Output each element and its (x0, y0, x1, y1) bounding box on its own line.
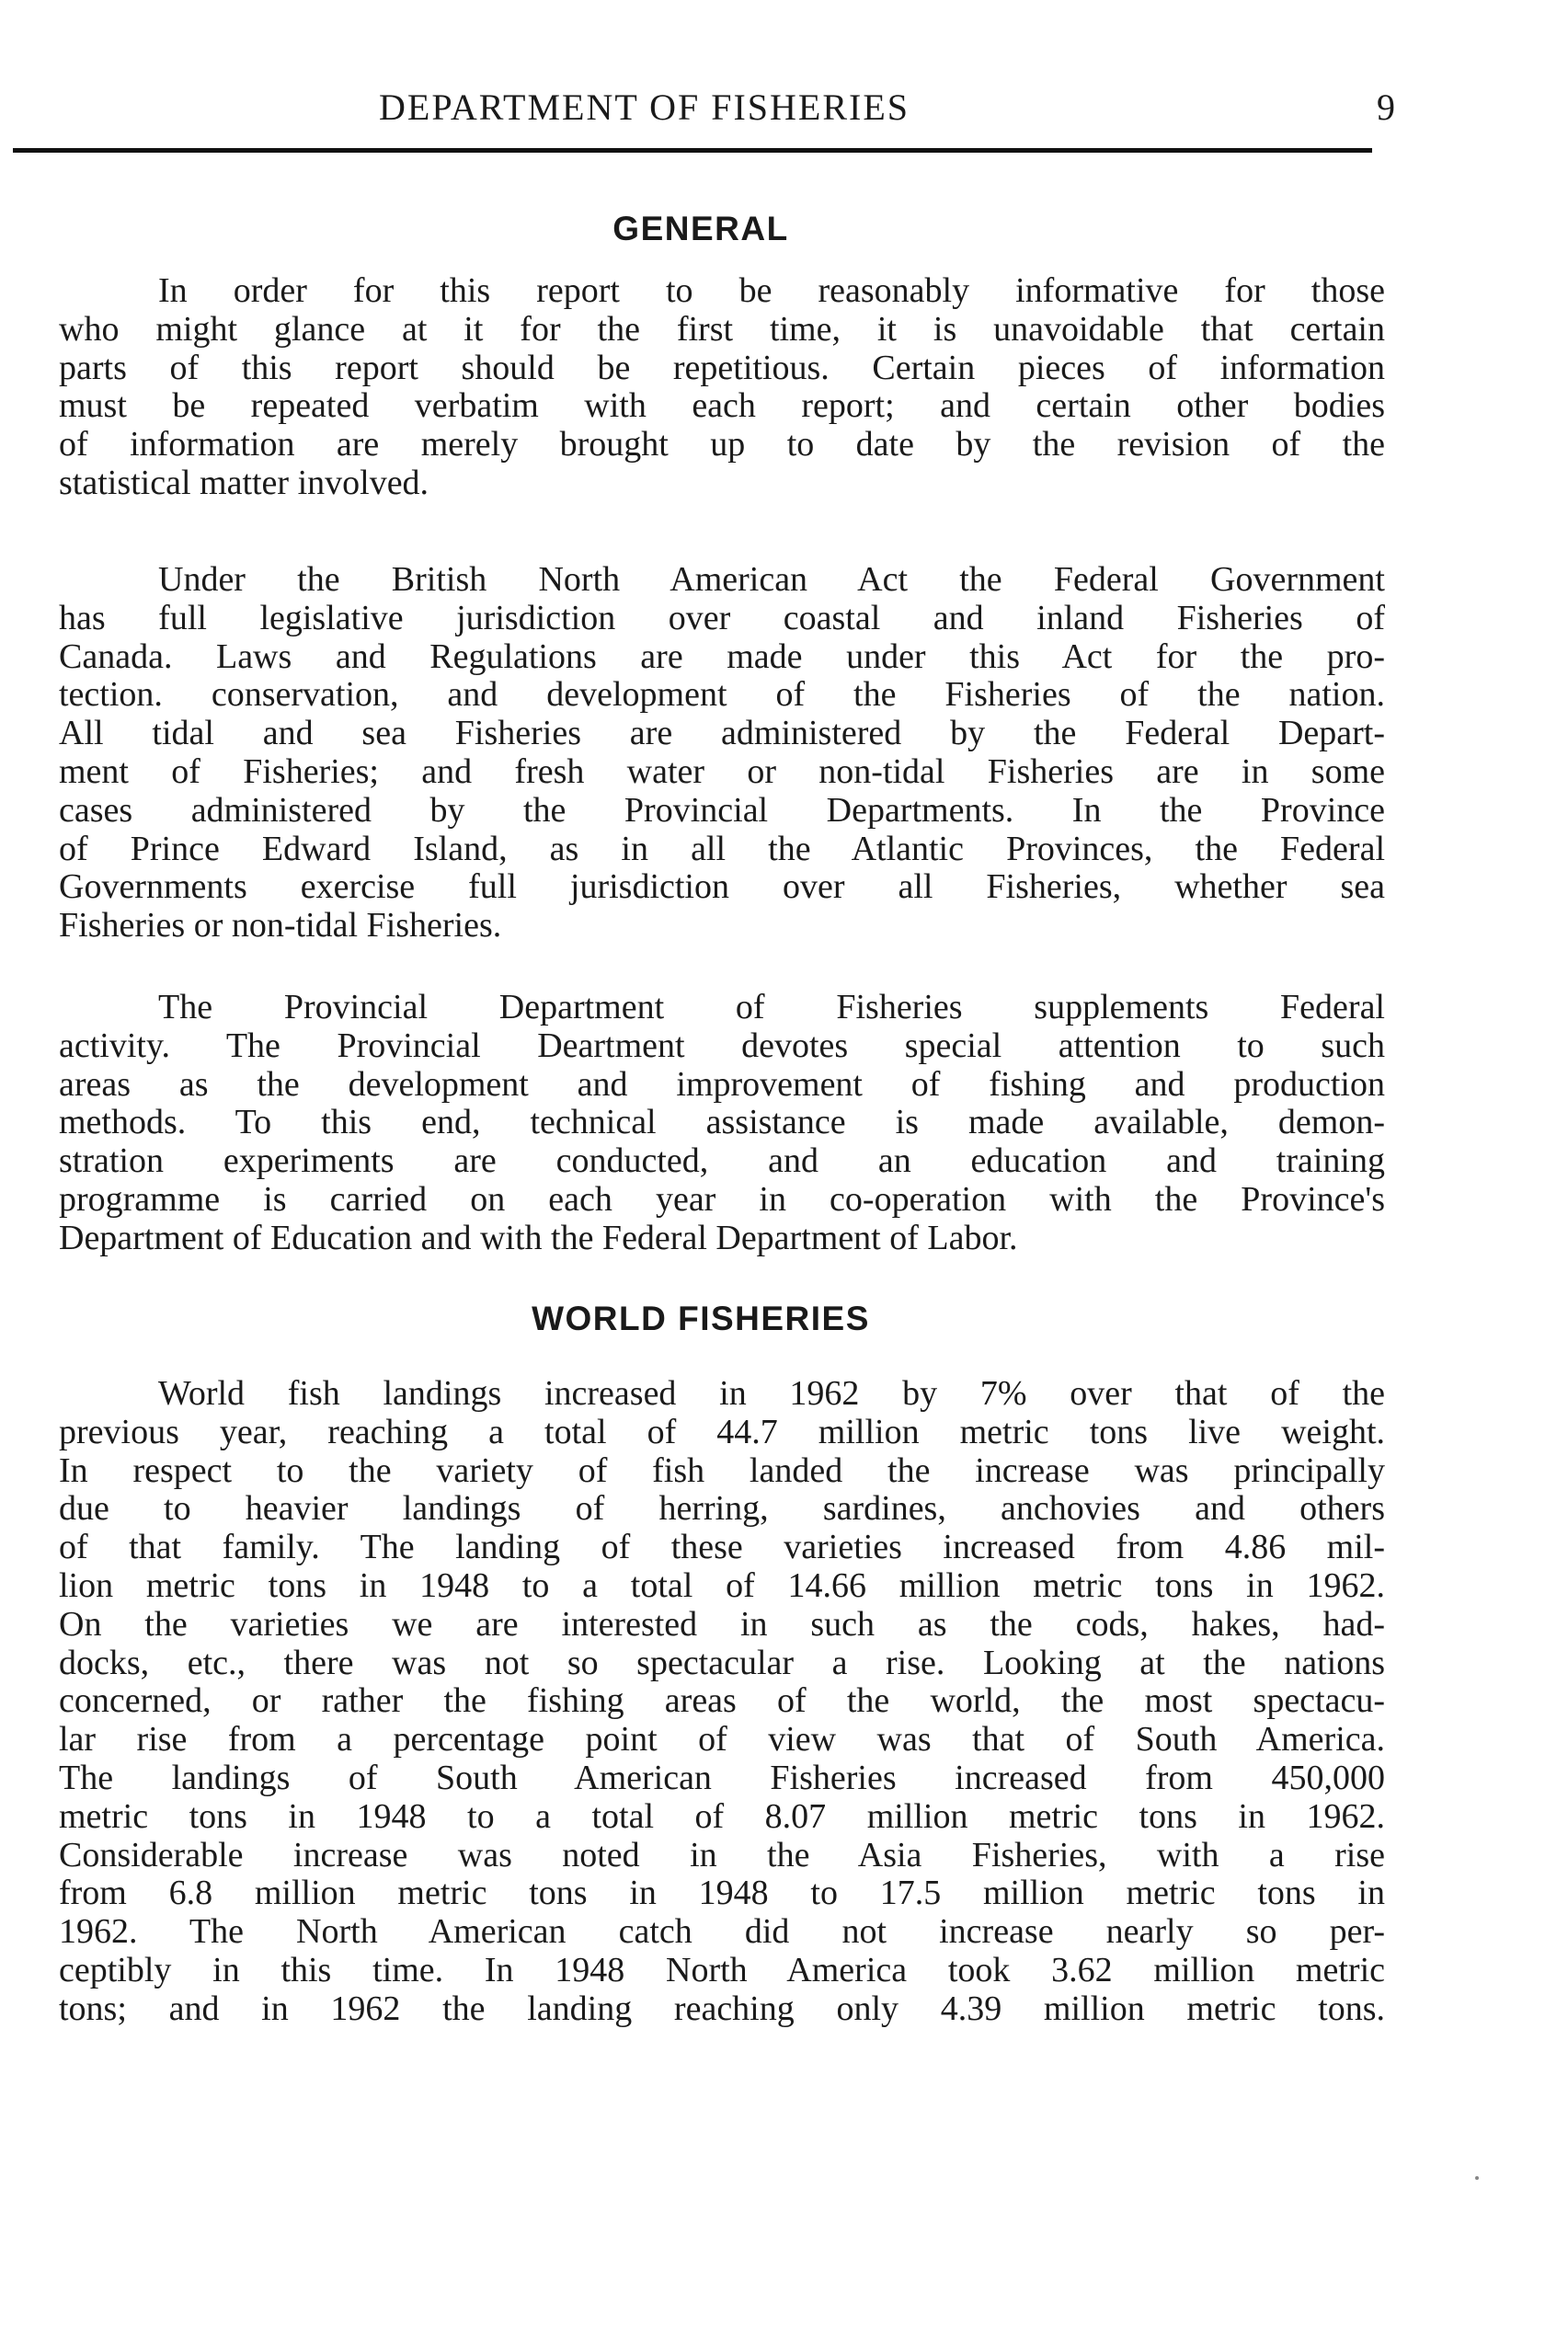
text-line: methods. To this end, technical assistance is made available, demon- (59, 1104, 1385, 1142)
text-line: The Provincial Department of Fisheries supplements Federal (158, 989, 1385, 1026)
text-line: lar rise from a percentage point of view was that of South America. (59, 1721, 1385, 1760)
text-line: World fish landings increased in 1962 by 7% over that of the (158, 1375, 1385, 1413)
text-line: parts of this report should be repetitious. Certain pieces of information (59, 349, 1385, 387)
text-line: Department of Education and with the Federal Department of Labor. (59, 1219, 1018, 1257)
text-line: Considerable increase was noted in the Asia Fisheries, with a rise (59, 1836, 1385, 1874)
text-line: Fisheries or non-tidal Fisheries. (59, 907, 502, 946)
text-line: In order for this report to be reasonably informative for those (158, 272, 1385, 310)
text-line: due to heavier landings of herring, sardines, anchovies and others (59, 1490, 1385, 1529)
text-line: of information are merely brought up to date by the revision of the (59, 426, 1385, 464)
text-line: has full legislative jurisdiction over coastal and inland Fisheries of (59, 599, 1385, 637)
text-line: previous year, reaching a total of 44.7 million metric tons live weight. (59, 1413, 1385, 1451)
text-line: tection. conservation, and development of the Fisheries of the nation. (59, 676, 1385, 715)
text-line: cases administered by the Provincial Departments. In the Province (59, 791, 1385, 830)
text-line: The landings of South American Fisheries increased from 450,000 (59, 1759, 1385, 1797)
text-line: tons; and in 1962 the landing reaching only 4.39 million metric tons. (59, 1989, 1385, 2028)
scan-speck (1475, 2176, 1479, 2180)
page-number: 9 (1377, 86, 1395, 128)
section-heading-world-fisheries: WORLD FISHERIES (532, 1300, 870, 1337)
running-header (0, 85, 1568, 140)
text-line: On the varieties we are interested in such as the cods, hakes, had- (59, 1605, 1385, 1644)
text-line: docks, etc., there was not so spectacular a rise. Looking at the nations (59, 1644, 1385, 1682)
running-title: DEPARTMENT OF FISHERIES (379, 86, 910, 128)
text-line: of that family. The landing of these varieties increased from 4.86 mil- (59, 1529, 1385, 1567)
section-heading-general: GENERAL (612, 210, 789, 247)
paragraph-world-fisheries-1 (59, 1375, 1385, 2029)
text-line: stration experiments are conducted, and an education and training (59, 1142, 1385, 1181)
text-line: metric tons in 1948 to a total of 8.07 million metric tons in 1962. (59, 1797, 1385, 1836)
text-line: Governments exercise full jurisdiction over all Fisheries, whether sea (59, 868, 1385, 907)
text-line: areas as the development and improvement of fishing and production (59, 1065, 1385, 1104)
text-line: Canada. Laws and Regulations are made under this Act for the pro- (59, 637, 1385, 676)
paragraph-general-2 (59, 561, 1385, 946)
text-line: statistical matter involved. (59, 464, 429, 502)
text-line: who might glance at it for the first time, it is unavoidable that certain (59, 310, 1385, 349)
text-line: programme is carried on each year in co-operation with the Province's (59, 1180, 1385, 1219)
text-line: must be repeated verbatim with each report; and certain other bodies (59, 387, 1385, 426)
text-line: In respect to the variety of fish landed the increase was principally (59, 1451, 1385, 1490)
paragraph-general-1 (59, 272, 1385, 503)
text-line: concerned, or rather the fishing areas of the world, the most spectacu- (59, 1682, 1385, 1721)
header-rule (13, 148, 1372, 153)
text-line: of Prince Edward Island, as in all the Atlantic Provinces, the Federal (59, 830, 1385, 868)
text-line: from 6.8 million metric tons in 1948 to 17.5 million metric tons in (59, 1874, 1385, 1913)
text-line: ment of Fisheries; and fresh water or non-tidal Fisheries are in some (59, 752, 1385, 791)
text-line: All tidal and sea Fisheries are administered by the Federal Depart- (59, 715, 1385, 753)
text-line: Under the British North American Act the Federal Government (158, 561, 1385, 599)
text-line: ceptibly in this time. In 1948 North America took 3.62 million metric (59, 1951, 1385, 1989)
paragraph-general-3 (59, 989, 1385, 1258)
text-line: lion metric tons in 1948 to a total of 14.66 million metric tons in 1962. (59, 1566, 1385, 1605)
text-line: activity. The Provincial Deartment devotes special attention to such (59, 1026, 1385, 1065)
text-line: 1962. The North American catch did not increase nearly so per- (59, 1913, 1385, 1952)
